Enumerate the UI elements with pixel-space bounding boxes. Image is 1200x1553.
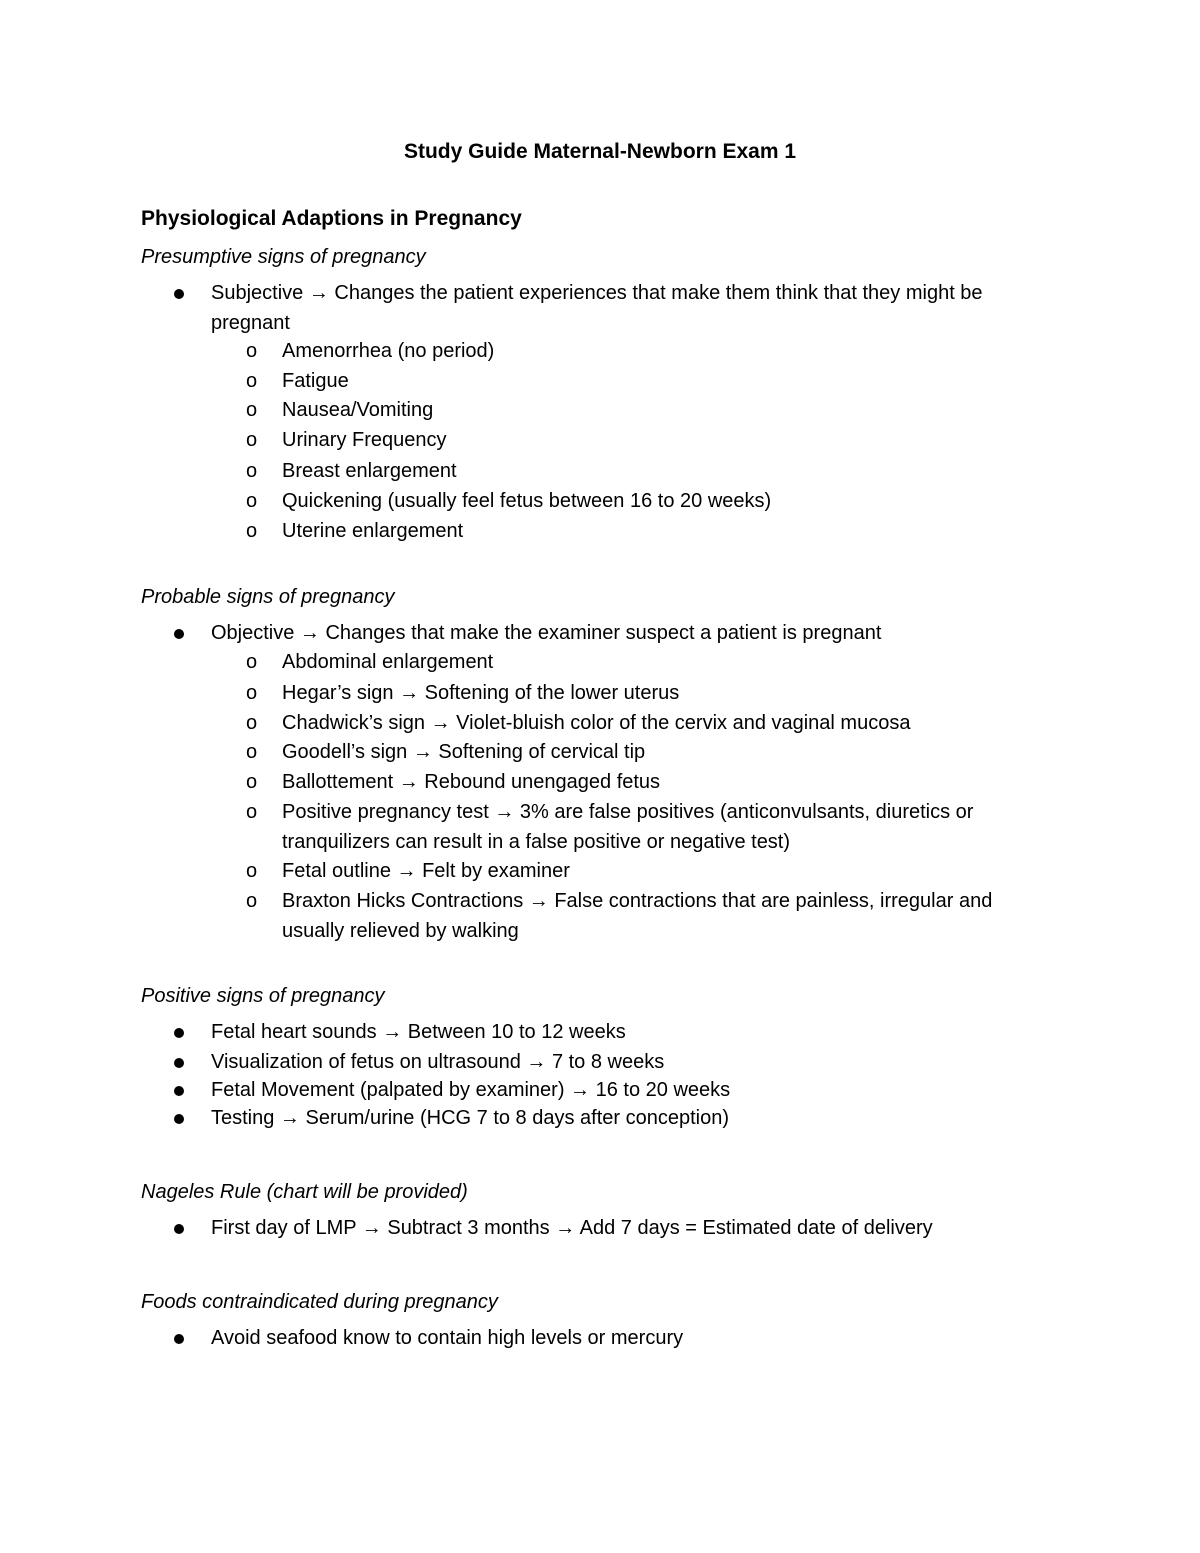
list-item: Fetal Movement (palpated by examiner) → 16 to 20 weeks	[211, 1079, 731, 1101]
probable-bullet: Objective → Changes that make the examiner suspect a patient is pregnant	[211, 622, 882, 644]
sub-bullet-icon: o	[246, 860, 258, 882]
list-item: Abdominal enlargement	[282, 651, 494, 673]
bullet-icon	[174, 1058, 184, 1068]
sub-bullet-icon: o	[246, 429, 258, 451]
list-item: Fatigue	[282, 370, 349, 392]
sub-bullet-icon: o	[246, 490, 258, 512]
foods-title: Foods contraindicated during pregnancy	[141, 1291, 498, 1313]
list-item: Chadwick’s sign → Violet-bluish color of the cervix and vaginal mucosa	[282, 712, 911, 734]
bullet-icon	[174, 1114, 184, 1124]
sub-bullet-icon: o	[246, 682, 258, 704]
sub-bullet-icon: o	[246, 890, 258, 912]
sub-bullet-icon: o	[246, 771, 258, 793]
list-item: Braxton Hicks Contractions → False contractions that are painless, irregular and	[282, 890, 993, 912]
list-item: Uterine enlargement	[282, 520, 464, 542]
document-title: Study Guide Maternal-Newborn Exam 1	[403, 140, 797, 163]
presumptive-bullet-line2: pregnant	[211, 312, 290, 334]
sub-bullet-icon: o	[246, 370, 258, 392]
sub-bullet-icon: o	[246, 520, 258, 542]
sub-bullet-icon: o	[246, 399, 258, 421]
list-item: Amenorrhea (no period)	[282, 340, 495, 362]
presumptive-bullet-line1: Subjective → Changes the patient experiences that make them think that they might be	[211, 282, 983, 304]
bullet-icon	[174, 289, 184, 299]
presumptive-title: Presumptive signs of pregnancy	[141, 246, 426, 268]
probable-title: Probable signs of pregnancy	[141, 586, 395, 608]
bullet-icon	[174, 1086, 184, 1096]
sub-bullet-icon: o	[246, 340, 258, 362]
bullet-icon	[174, 1028, 184, 1038]
list-item: Visualization of fetus on ultrasound → 7 to 8 weeks	[211, 1051, 665, 1073]
list-item-continuation: tranquilizers can result in a false positive or negative test)	[282, 831, 791, 853]
sub-bullet-icon: o	[246, 651, 258, 673]
sub-bullet-icon: o	[246, 801, 258, 823]
section-heading: Physiological Adaptions in Pregnancy	[141, 207, 522, 230]
sub-bullet-icon: o	[246, 712, 258, 734]
list-item-continuation: usually relieved by walking	[282, 920, 519, 942]
list-item: Avoid seafood know to contain high levels or mercury	[211, 1327, 684, 1349]
sub-bullet-icon: o	[246, 741, 258, 763]
bullet-icon	[174, 1224, 184, 1234]
list-item: Testing → Serum/urine (HCG 7 to 8 days after conception)	[211, 1107, 730, 1129]
sub-bullet-icon: o	[246, 460, 258, 482]
bullet-icon	[174, 1334, 184, 1344]
list-item: Goodell’s sign → Softening of cervical tip	[282, 741, 646, 763]
list-item: Fetal heart sounds → Between 10 to 12 weeks	[211, 1021, 626, 1043]
list-item: Nausea/Vomiting	[282, 399, 434, 421]
list-item: Positive pregnancy test → 3% are false positives (anticonvulsants, diuretics or	[282, 801, 974, 823]
list-item: First day of LMP → Subtract 3 months → Add 7 days = Estimated date of delivery	[211, 1217, 933, 1239]
list-item: Quickening (usually feel fetus between 16 to 20 weeks)	[282, 490, 772, 512]
bullet-icon	[174, 629, 184, 639]
nageles-title: Nageles Rule (chart will be provided)	[141, 1181, 468, 1203]
list-item: Breast enlargement	[282, 460, 457, 482]
list-item: Ballottement → Rebound unengaged fetus	[282, 771, 661, 793]
list-item: Hegar’s sign → Softening of the lower uterus	[282, 682, 680, 704]
list-item: Fetal outline → Felt by examiner	[282, 860, 570, 882]
list-item: Urinary Frequency	[282, 429, 447, 451]
positive-title: Positive signs of pregnancy	[141, 985, 385, 1007]
